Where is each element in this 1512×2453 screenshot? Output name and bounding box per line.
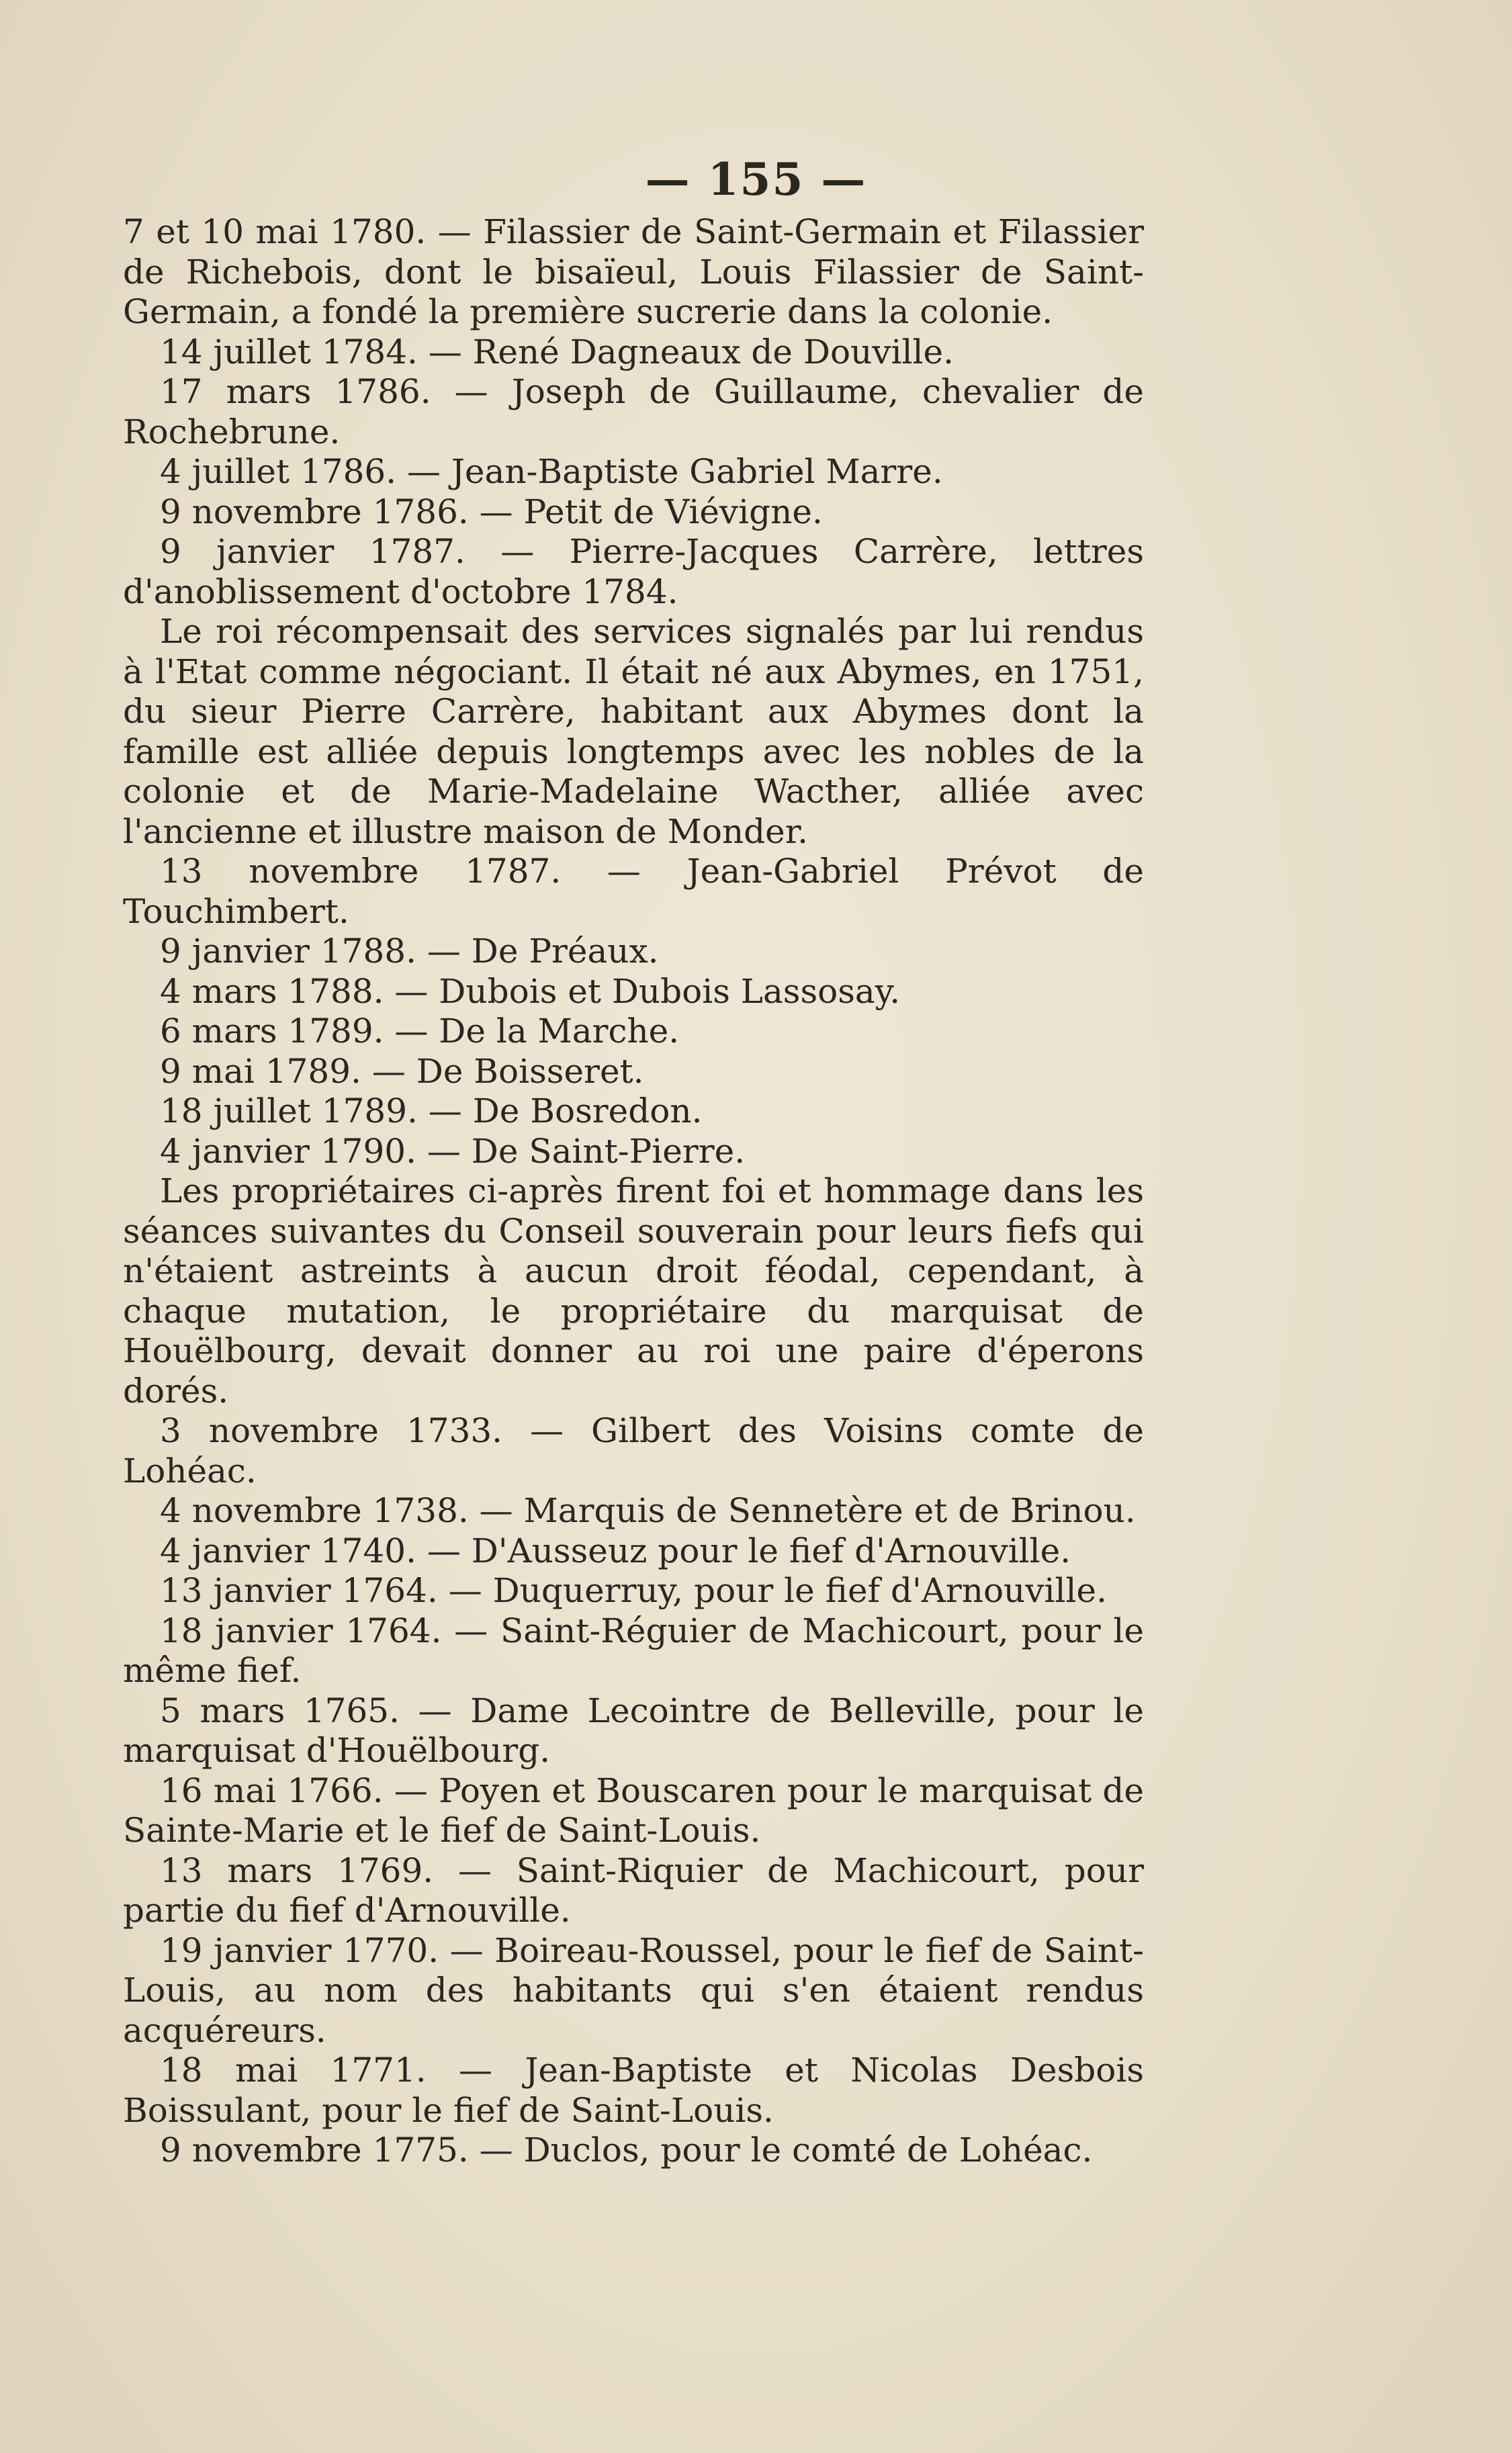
page-number: — 155 — <box>645 153 867 206</box>
entry-dubois: 4 mars 1788. — Dubois et Dubois Lassosay. <box>160 971 901 1011</box>
paragraph-carrere-note: Le roi récompensait des services signalés par lui rendus à l'Etat comme négociant. Il était né aux Abymes, en 1751, du sieur Pierre Carrère, habitant aux Abymes dont la famille est alliée depuis longtemps avec les nobles de la colonie et de Marie-Madelaine Wacther, alliée avec l'ancienne et illustre maison de Monder. <box>123 612 1144 851</box>
paragraph-proprietaires: Les propriétaires ci-après firent foi et hommage dans les séances suivantes du Conseil souverain pour leurs fiefs qui n'étaient astreints à aucun droit féodal, cependant, à chaque mutation, le propriétaire du marquisat de Houëlbourg, devait donner au roi une paire d'éperons dorés. <box>123 1171 1144 1411</box>
entry-poyen: 16 mai 1766. — Poyen et Bouscaren pour le marquisat de Sainte-Marie et le fief de Saint-Louis. <box>123 1771 1144 1850</box>
entry-marche: 6 mars 1789. — De la Marche. <box>160 1012 680 1051</box>
entry-sennetere: 4 novembre 1738. — Marquis de Sennetère et de Brinou. <box>160 1491 1136 1530</box>
entry-boireau: 19 janvier 1770. — Boireau-Roussel, pour le fief de Saint-Louis, au nom des habitants qui s'en étaient rendus acquéreurs. <box>123 1930 1144 2050</box>
entry-preaux: 9 janvier 1788. — De Préaux. <box>160 932 659 971</box>
entry-duquerruy: 13 janvier 1764. — Duquerruy, pour le fief d'Arnouville. <box>160 1571 1107 1610</box>
entry-dagneaux: 14 juillet 1784. — René Dagneaux de Douville. <box>160 332 954 371</box>
entry-lecointre: 5 mars 1765. — Dame Lecointre de Belleville, pour le marquisat d'Houëlbourg. <box>123 1691 1144 1770</box>
entry-vievigne: 9 novembre 1786. — Petit de Viévigne. <box>160 492 823 531</box>
entry-bosredon: 18 juillet 1789. — De Bosredon. <box>160 1091 703 1130</box>
entry-desbois: 18 mai 1771. — Jean-Baptiste et Nicolas Desbois Boissulant, pour le fief de Saint-Louis. <box>123 2051 1144 2130</box>
entry-ausseuz: 4 janvier 1740. — D'Ausseuz pour le fief d'Arnouville. <box>160 1531 1071 1570</box>
entry-carrere: 9 janvier 1787. — Pierre-Jacques Carrère, lettres d'anoblissement d'octobre 1784. <box>123 532 1144 611</box>
entry-saint-riquier: 13 mars 1769. — Saint-Riquier de Machicourt, pour partie du fief d'Arnouville. <box>123 1850 1144 1930</box>
entry-guillaume: 17 mars 1786. — Joseph de Guillaume, chevalier de Rochebrune. <box>123 372 1144 451</box>
entry-boisseret: 9 mai 1789. — De Boisseret. <box>160 1051 644 1091</box>
entry-saint-reguier: 18 janvier 1764. — Saint-Réguier de Machicourt, pour le même fief. <box>123 1611 1144 1690</box>
entry-voisins: 3 novembre 1733. — Gilbert des Voisins comte de Lohéac. <box>123 1411 1144 1490</box>
entry-duclos: 9 novembre 1775. — Duclos, pour le comté de Lohéac. <box>160 2131 1093 2170</box>
entry-saint-pierre: 4 janvier 1790. — De Saint-Pierre. <box>160 1131 746 1171</box>
entry-touchimbert: 13 novembre 1787. — Jean-Gabriel Prévot de Touchimbert. <box>123 852 1144 931</box>
entry-filassier: 7 et 10 mai 1780. — Filassier de Saint-Germain et Filassier de Richebois, dont le bisaïeul, Louis Filassier de Saint-Germain, a fondé la première sucrerie dans la colonie. <box>123 212 1144 331</box>
entry-marre: 4 juillet 1786. — Jean-Baptiste Gabriel Marre. <box>160 452 943 491</box>
body-text <box>123 212 1144 2171</box>
